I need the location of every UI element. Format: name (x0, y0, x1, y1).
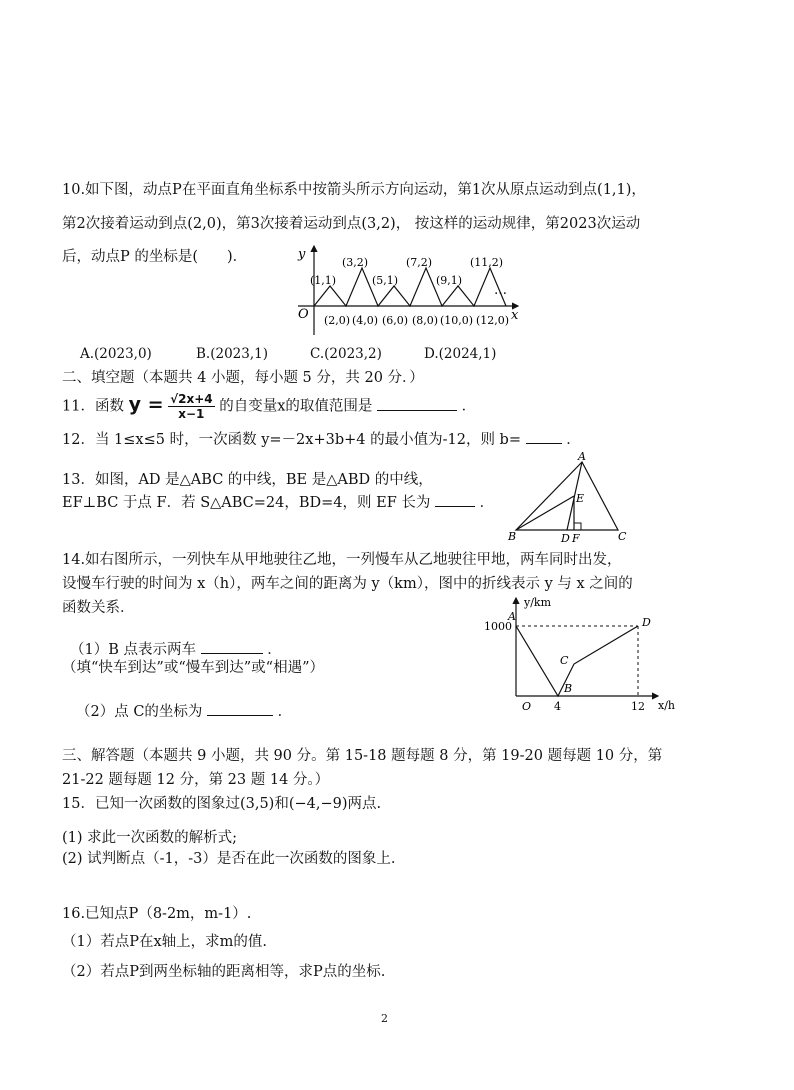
q14-part2 (76, 700, 292, 721)
q16-line1: 16.已知点P（8-2m，m-1）. (62, 906, 252, 922)
q11-suffix: 的自变量x的取值范围是 (219, 398, 373, 415)
label-a: A (578, 450, 586, 463)
q11-denominator: x−1 (178, 407, 205, 421)
q15-part2: (2) 试判断点（-1，-3）是否在此一次函数的图象上. (62, 851, 396, 867)
q14-part2-blank[interactable] (207, 701, 273, 716)
q16-part1: （1）若点P在x轴上，求m的值. (62, 934, 268, 950)
label-d: D (561, 532, 570, 545)
q14-note: （填“快车到达”或“慢车到达”或“相遇”） (62, 660, 324, 676)
q10-zigzag-graph (290, 240, 530, 340)
label-e: E (576, 492, 585, 505)
pt-11-2: (11,2) (470, 256, 504, 269)
q14-line3: 函数关系． (62, 600, 135, 616)
q16-part2: （2）若点P到两坐标轴的距离相等，求P点的坐标. (62, 964, 386, 980)
q12-text: 12．当 1≤x≤5 时，一次函数 y=－2x+3b+4 的最小值为-12，则 b= (62, 432, 521, 448)
q14-distance-graph (476, 592, 691, 717)
q13-line2 (62, 491, 494, 512)
q11-y-eq: y = (128, 393, 164, 416)
label-f: F (572, 532, 580, 545)
q10-line2: 第2次接着运动到点(2,0)，第3次接着运动到点(3,2)， 按这样的运动规律，第2023次运动 (62, 216, 641, 232)
x-label: x (511, 308, 519, 323)
section3-line2: 21-22 题每题 12 分，第 23 题 14 分。） (62, 772, 330, 788)
tick-12: 12 (631, 700, 645, 713)
origin-label: O (298, 307, 309, 322)
q11-answer-blank[interactable] (377, 396, 457, 411)
q10-option-c: C.(2023,2) (310, 346, 382, 362)
pt-1-1: (1,1) (310, 274, 337, 287)
median-be (516, 496, 574, 530)
label-b: B (508, 530, 517, 543)
q14-line2: 设慢车行驶的时间为 x（h），两车之间的距离为 y（km），图中的折线表示 y 与 x 之间的 (62, 576, 633, 592)
q14-part1-text: （1）B 点表示两车 (70, 642, 196, 658)
pt-3-2: (3,2) (342, 256, 369, 269)
y-label: y (298, 247, 306, 262)
section3-line1: 三、解答题（本题共 9 小题，共 90 分。第 15-18 题每题 8 分，第 19-20 题每题 10 分，第 (62, 748, 663, 764)
q10-line1: 10.如下图，动点P在平面直角坐标系中按箭头所示方向运动，第1次从原点运动到点(1,1)， (62, 182, 646, 198)
q10-option-b: B.(2023,1) (196, 346, 268, 362)
q11-line (62, 392, 476, 421)
label-a: A (508, 610, 516, 623)
y-axis-label: y/km (524, 596, 552, 609)
pt-6-0: (6,0) (382, 314, 409, 327)
q15-line1: 15．已知一次函数的图象过(3,5)和(−4,−9)两点. (62, 796, 382, 812)
q14-part1-end: ． (267, 642, 282, 658)
q14-line1: 14.如右图所示，一列快车从甲地驶往乙地，一列慢车从乙地驶往甲地，两车同时出发， (62, 552, 622, 568)
polyline-abcd (516, 626, 638, 696)
triangle-abc (516, 462, 618, 530)
tick-1000: 1000 (484, 620, 512, 633)
q10-option-a: A.(2023,0) (80, 346, 152, 362)
q11-prefix: 11．函数 (62, 398, 124, 415)
q13-triangle-figure (500, 450, 640, 545)
tick-4: 4 (554, 700, 561, 713)
q11-fraction (168, 392, 215, 421)
pt-12-0: (12,0) (476, 314, 510, 327)
pt-7-2: (7,2) (406, 256, 433, 269)
pt-5-1: (5,1) (372, 274, 399, 287)
label-b: B (564, 682, 573, 695)
pt-2-0: (2,0) (324, 314, 351, 327)
q14-part2-text: （2）点 C的坐标为 (76, 704, 203, 720)
q10-line3: 后，动点P 的坐标是( )． (62, 249, 248, 265)
q11-end: ． (461, 398, 477, 415)
pt-8-0: (8,0) (412, 314, 439, 327)
q15-part1: (1) 求此一次函数的解析式; (62, 830, 238, 846)
q13-line1: 13．如图，AD 是△ABC 的中线，BE 是△ABD 的中线， (62, 472, 433, 488)
q10-option-d: D.(2024,1) (424, 346, 497, 362)
q14-part1-blank[interactable] (201, 639, 263, 654)
pt-4-0: (4,0) (352, 314, 379, 327)
zigzag-path (314, 268, 506, 306)
section2-title: 二、填空题（本题共 4 小题，每小题 5 分，共 20 分．） (62, 370, 424, 386)
ellipsis: … (494, 283, 507, 298)
q12-answer-blank[interactable] (526, 429, 562, 444)
q12-end: ． (566, 432, 581, 448)
q12-line (62, 428, 581, 449)
label-d: D (642, 616, 651, 629)
q13-line2-text: EF⊥BC 于点 F．若 S△ABC=24，BD=4，则 EF 长为 (62, 495, 431, 511)
q11-numerator: √2x+4 (170, 392, 213, 406)
pt-9-1: (9,1) (436, 274, 463, 287)
x-axis-label: x/h (658, 699, 675, 712)
right-angle-mark (574, 523, 581, 530)
page-number: 2 (381, 1012, 388, 1025)
label-c: C (560, 654, 569, 667)
pt-10-0: (10,0) (440, 314, 474, 327)
q14-part2-end: ． (277, 704, 293, 720)
label-c: C (618, 530, 627, 543)
q13-end: ． (479, 495, 495, 511)
q13-answer-blank[interactable] (435, 492, 475, 507)
origin-label: O (522, 700, 532, 713)
